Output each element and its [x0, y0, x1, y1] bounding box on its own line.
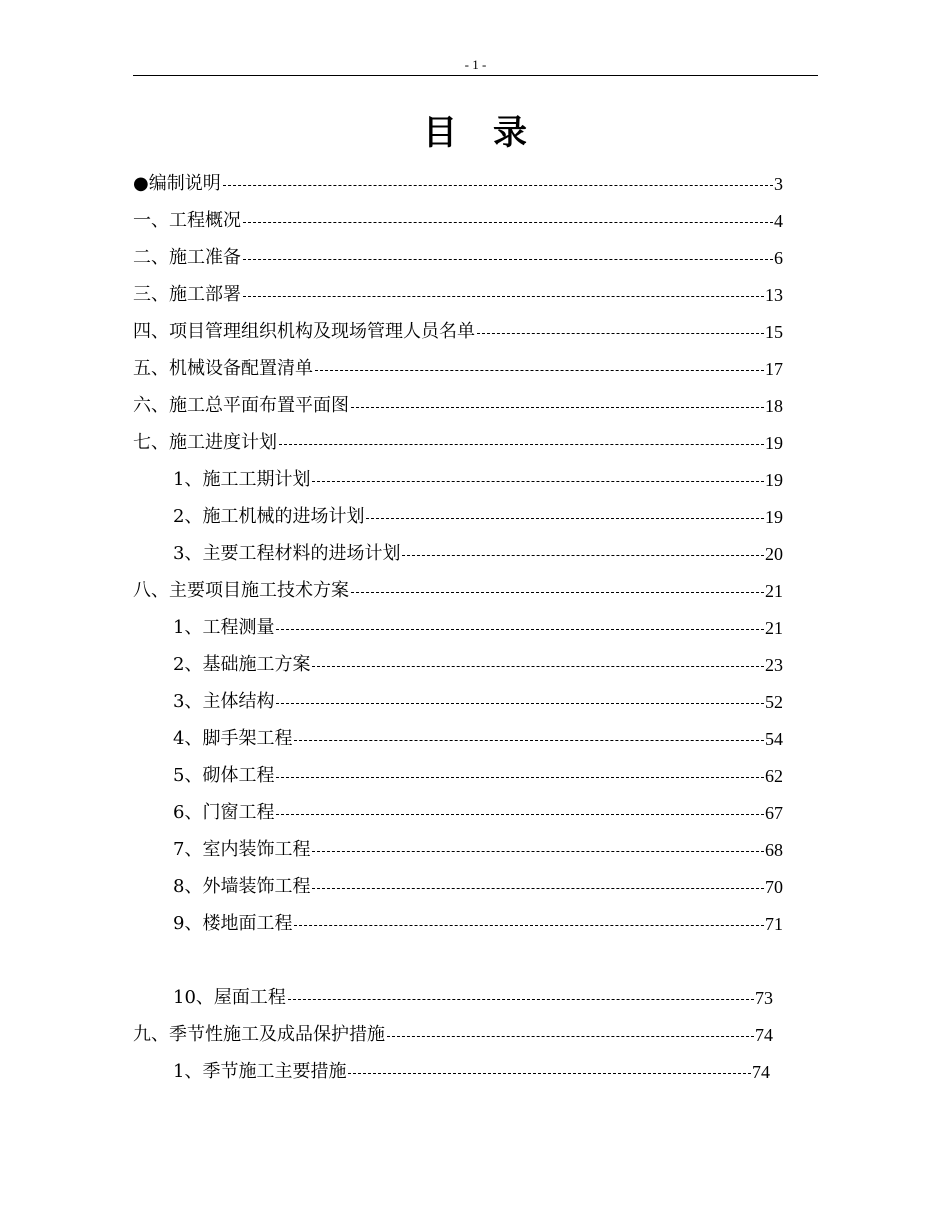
toc-subentry[interactable]: [173, 1059, 770, 1085]
toc-leader: [276, 703, 764, 704]
toc-leader: [279, 444, 764, 445]
toc-subentry[interactable]: [173, 541, 783, 567]
toc-leader: [351, 592, 764, 593]
toc-entry-page: 19: [765, 507, 783, 527]
toc-leader: [312, 481, 764, 482]
toc-leader: [276, 777, 764, 778]
toc-entry-label: 4、脚手架工程: [173, 728, 293, 749]
toc-subentry[interactable]: [173, 689, 783, 715]
toc-leader: [294, 740, 764, 741]
toc-leader: [387, 1036, 754, 1037]
page-title: 目录: [423, 113, 563, 153]
toc-leader: [366, 518, 764, 519]
toc-entry-page: 4: [774, 211, 783, 231]
toc-leader: [351, 407, 764, 408]
toc-subentry[interactable]: [173, 874, 783, 900]
toc-subentry[interactable]: [173, 985, 773, 1011]
toc-entry-label: 八、主要项目施工技术方案: [133, 580, 349, 601]
toc-entry-label: 三、施工部署: [133, 284, 241, 305]
toc-entry-label: 七、施工进度计划: [133, 432, 277, 453]
toc-entry[interactable]: [133, 208, 783, 234]
toc-entry-page: 21: [765, 581, 783, 601]
toc-entry-page: 6: [774, 248, 783, 268]
toc-entry-page: 19: [765, 433, 783, 453]
toc-entry-page: 71: [765, 914, 783, 934]
toc-entry-label: 9、楼地面工程: [173, 913, 293, 934]
toc-entry-label: 2、基础施工方案: [173, 654, 311, 675]
toc-subentry[interactable]: [173, 837, 783, 863]
toc-entry-page: 19: [765, 470, 783, 490]
toc-entry[interactable]: [133, 578, 783, 604]
toc-leader: [312, 888, 764, 889]
toc-entry-label: 四、项目管理组织机构及现场管理人员名单: [133, 321, 475, 342]
toc-subentry[interactable]: [173, 652, 783, 678]
toc-subentry[interactable]: [173, 467, 783, 493]
toc-entry-page: 3: [774, 174, 783, 194]
toc-entry-page: 67: [765, 803, 783, 823]
toc-entry-label: 3、主体结构: [173, 691, 275, 712]
toc-entry-page: 62: [765, 766, 783, 786]
toc-entry-label: 1、季节施工主要措施: [173, 1061, 347, 1082]
toc-entry-label: 3、主要工程材料的进场计划: [173, 543, 401, 564]
toc-entry[interactable]: [133, 430, 783, 456]
toc-entry-page: 15: [765, 322, 783, 342]
toc-entry-label: ●编制说明: [133, 173, 221, 194]
toc-leader: [294, 925, 764, 926]
toc-entry-page: 68: [765, 840, 783, 860]
toc-entry-page: 18: [765, 396, 783, 416]
toc-leader: [276, 814, 764, 815]
toc-entry-page: 74: [752, 1062, 770, 1082]
toc-entry-label: 7、室内装饰工程: [173, 839, 311, 860]
toc-leader: [243, 222, 773, 223]
toc-entry-label: 5、砌体工程: [173, 765, 275, 786]
toc-subentry[interactable]: [173, 615, 783, 641]
toc-entry-label: 2、施工机械的进场计划: [173, 506, 365, 527]
toc-leader: [312, 666, 764, 667]
toc-leader: [243, 259, 773, 260]
toc-entry-label: 六、施工总平面布置平面图: [133, 395, 349, 416]
toc-leader: [477, 333, 764, 334]
toc-entry[interactable]: [133, 171, 783, 197]
toc-entry-label: 1、工程测量: [173, 617, 275, 638]
toc-entry-label: 6、门窗工程: [173, 802, 275, 823]
toc-entry-label: 二、施工准备: [133, 247, 241, 268]
toc-entry-page: 13: [765, 285, 783, 305]
toc-entry-label: 五、机械设备配置清单: [133, 358, 313, 379]
toc-entry-page: 54: [765, 729, 783, 749]
toc-subentry[interactable]: [173, 763, 783, 789]
toc-leader: [315, 370, 764, 371]
toc-subentry[interactable]: [173, 504, 783, 530]
toc-entry-page: 73: [755, 988, 773, 1008]
toc-entry[interactable]: [133, 245, 783, 271]
toc-entry-page: 74: [755, 1025, 773, 1045]
toc-entry-page: 23: [765, 655, 783, 675]
toc-entry[interactable]: [133, 1022, 773, 1048]
toc-entry-label: 8、外墙装饰工程: [173, 876, 311, 897]
toc-leader: [223, 185, 773, 186]
toc-entry[interactable]: [133, 282, 783, 308]
toc-leader: [276, 629, 764, 630]
toc-entry[interactable]: [133, 356, 783, 382]
toc-entry[interactable]: [133, 319, 783, 345]
toc-leader: [288, 999, 754, 1000]
toc-entry-label: 10、屋面工程: [173, 987, 286, 1008]
toc-entry-page: 17: [765, 359, 783, 379]
toc-leader: [402, 555, 764, 556]
toc-entry-page: 70: [765, 877, 783, 897]
toc-entry[interactable]: [133, 393, 783, 419]
page-number: - 1 -: [464, 57, 487, 72]
toc-entry-page: 52: [765, 692, 783, 712]
toc-entry-page: 20: [765, 544, 783, 564]
toc-entry-label: 1、施工工期计划: [173, 469, 311, 490]
toc-leader: [348, 1073, 751, 1074]
toc-entry-label: 九、季节性施工及成品保护措施: [133, 1024, 385, 1045]
toc-subentry[interactable]: [173, 800, 783, 826]
toc-leader: [243, 296, 764, 297]
toc-subentry[interactable]: [173, 911, 783, 937]
toc-entry-page: 21: [765, 618, 783, 638]
toc-leader: [312, 851, 764, 852]
toc-subentry[interactable]: [173, 726, 783, 752]
toc-entry-label: 一、工程概况: [133, 210, 241, 231]
